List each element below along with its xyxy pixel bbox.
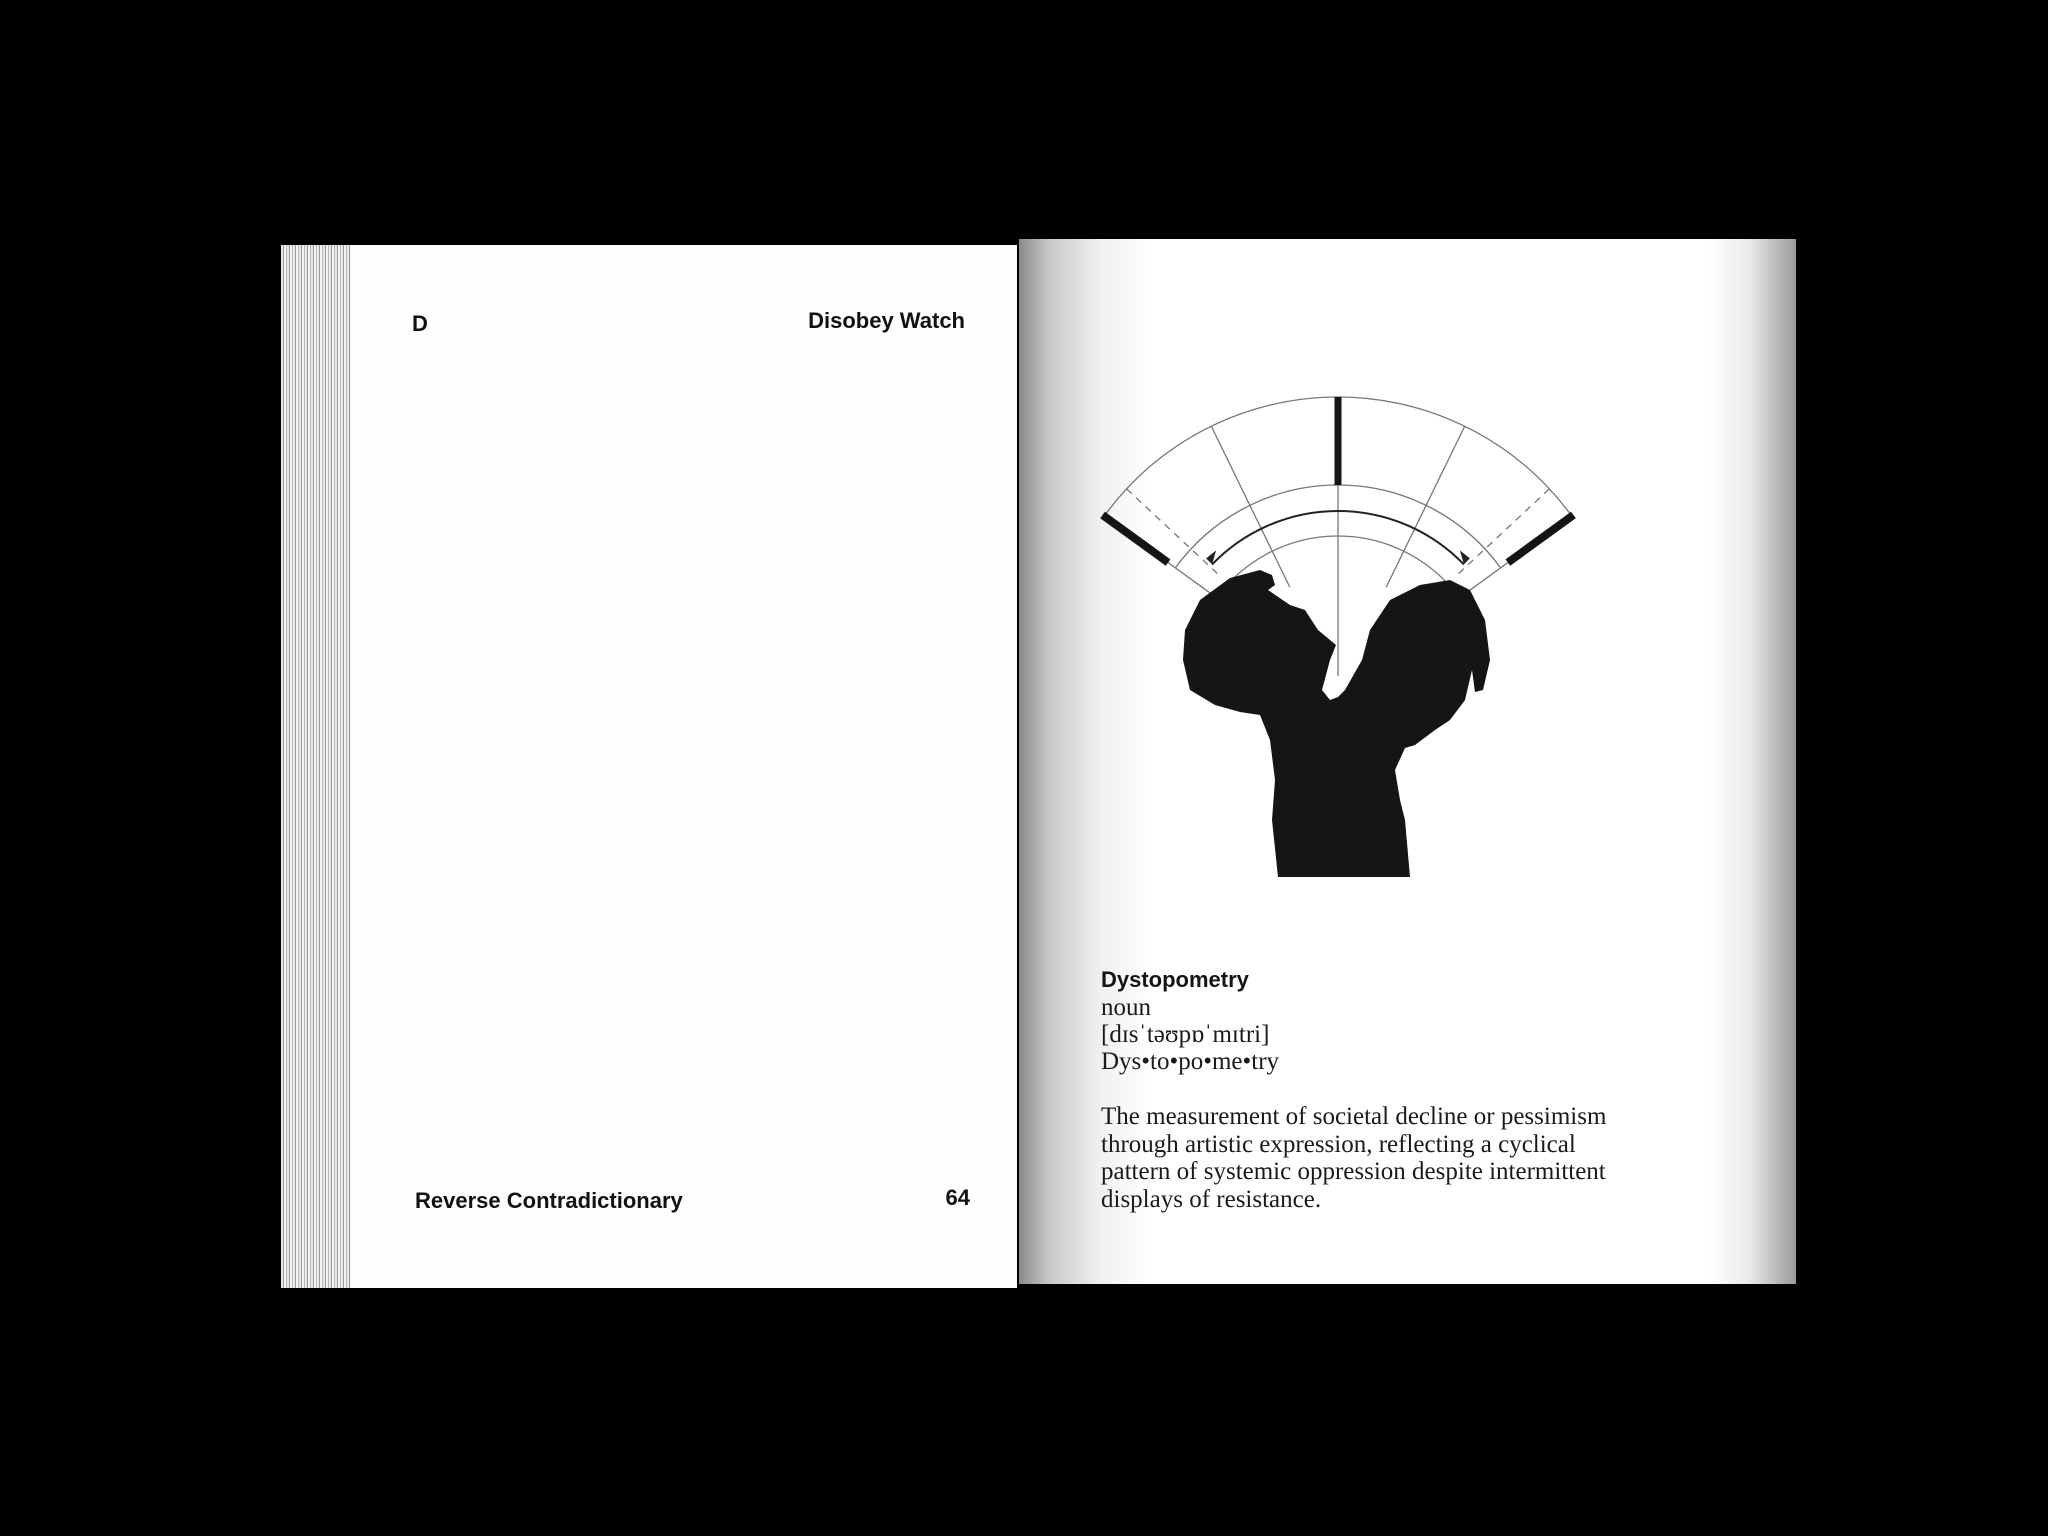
end-marker (1508, 515, 1574, 563)
pronunciation: [dɪsˈtəʊpɒˈmɪtri] (1101, 1021, 1270, 1048)
entry-headword: Dystopometry (1101, 967, 1249, 992)
divider-line (1386, 426, 1464, 587)
syllabification: Dys•to•po•me•try (1101, 1048, 1280, 1075)
definition-line: through artistic expression, reflecting a cyclical (1101, 1130, 1576, 1158)
definition-line: The measurement of societal decline or pessimism (1101, 1103, 1607, 1130)
part-of-speech: noun (1101, 994, 1151, 1021)
page-number: 64 (945, 1185, 970, 1210)
definition-line: pattern of systemic oppression despite intermittent (1101, 1158, 1606, 1185)
end-marker (1103, 515, 1169, 563)
protractor-fan (1103, 397, 1574, 676)
divider-line (1211, 426, 1289, 587)
silhouette-figures (1183, 570, 1490, 877)
definition-line: displays of resistance. (1101, 1185, 1322, 1213)
running-title: Disobey Watch (808, 308, 965, 333)
section-letter: D (412, 311, 428, 336)
book-title: Reverse Contradictionary (415, 1188, 683, 1213)
